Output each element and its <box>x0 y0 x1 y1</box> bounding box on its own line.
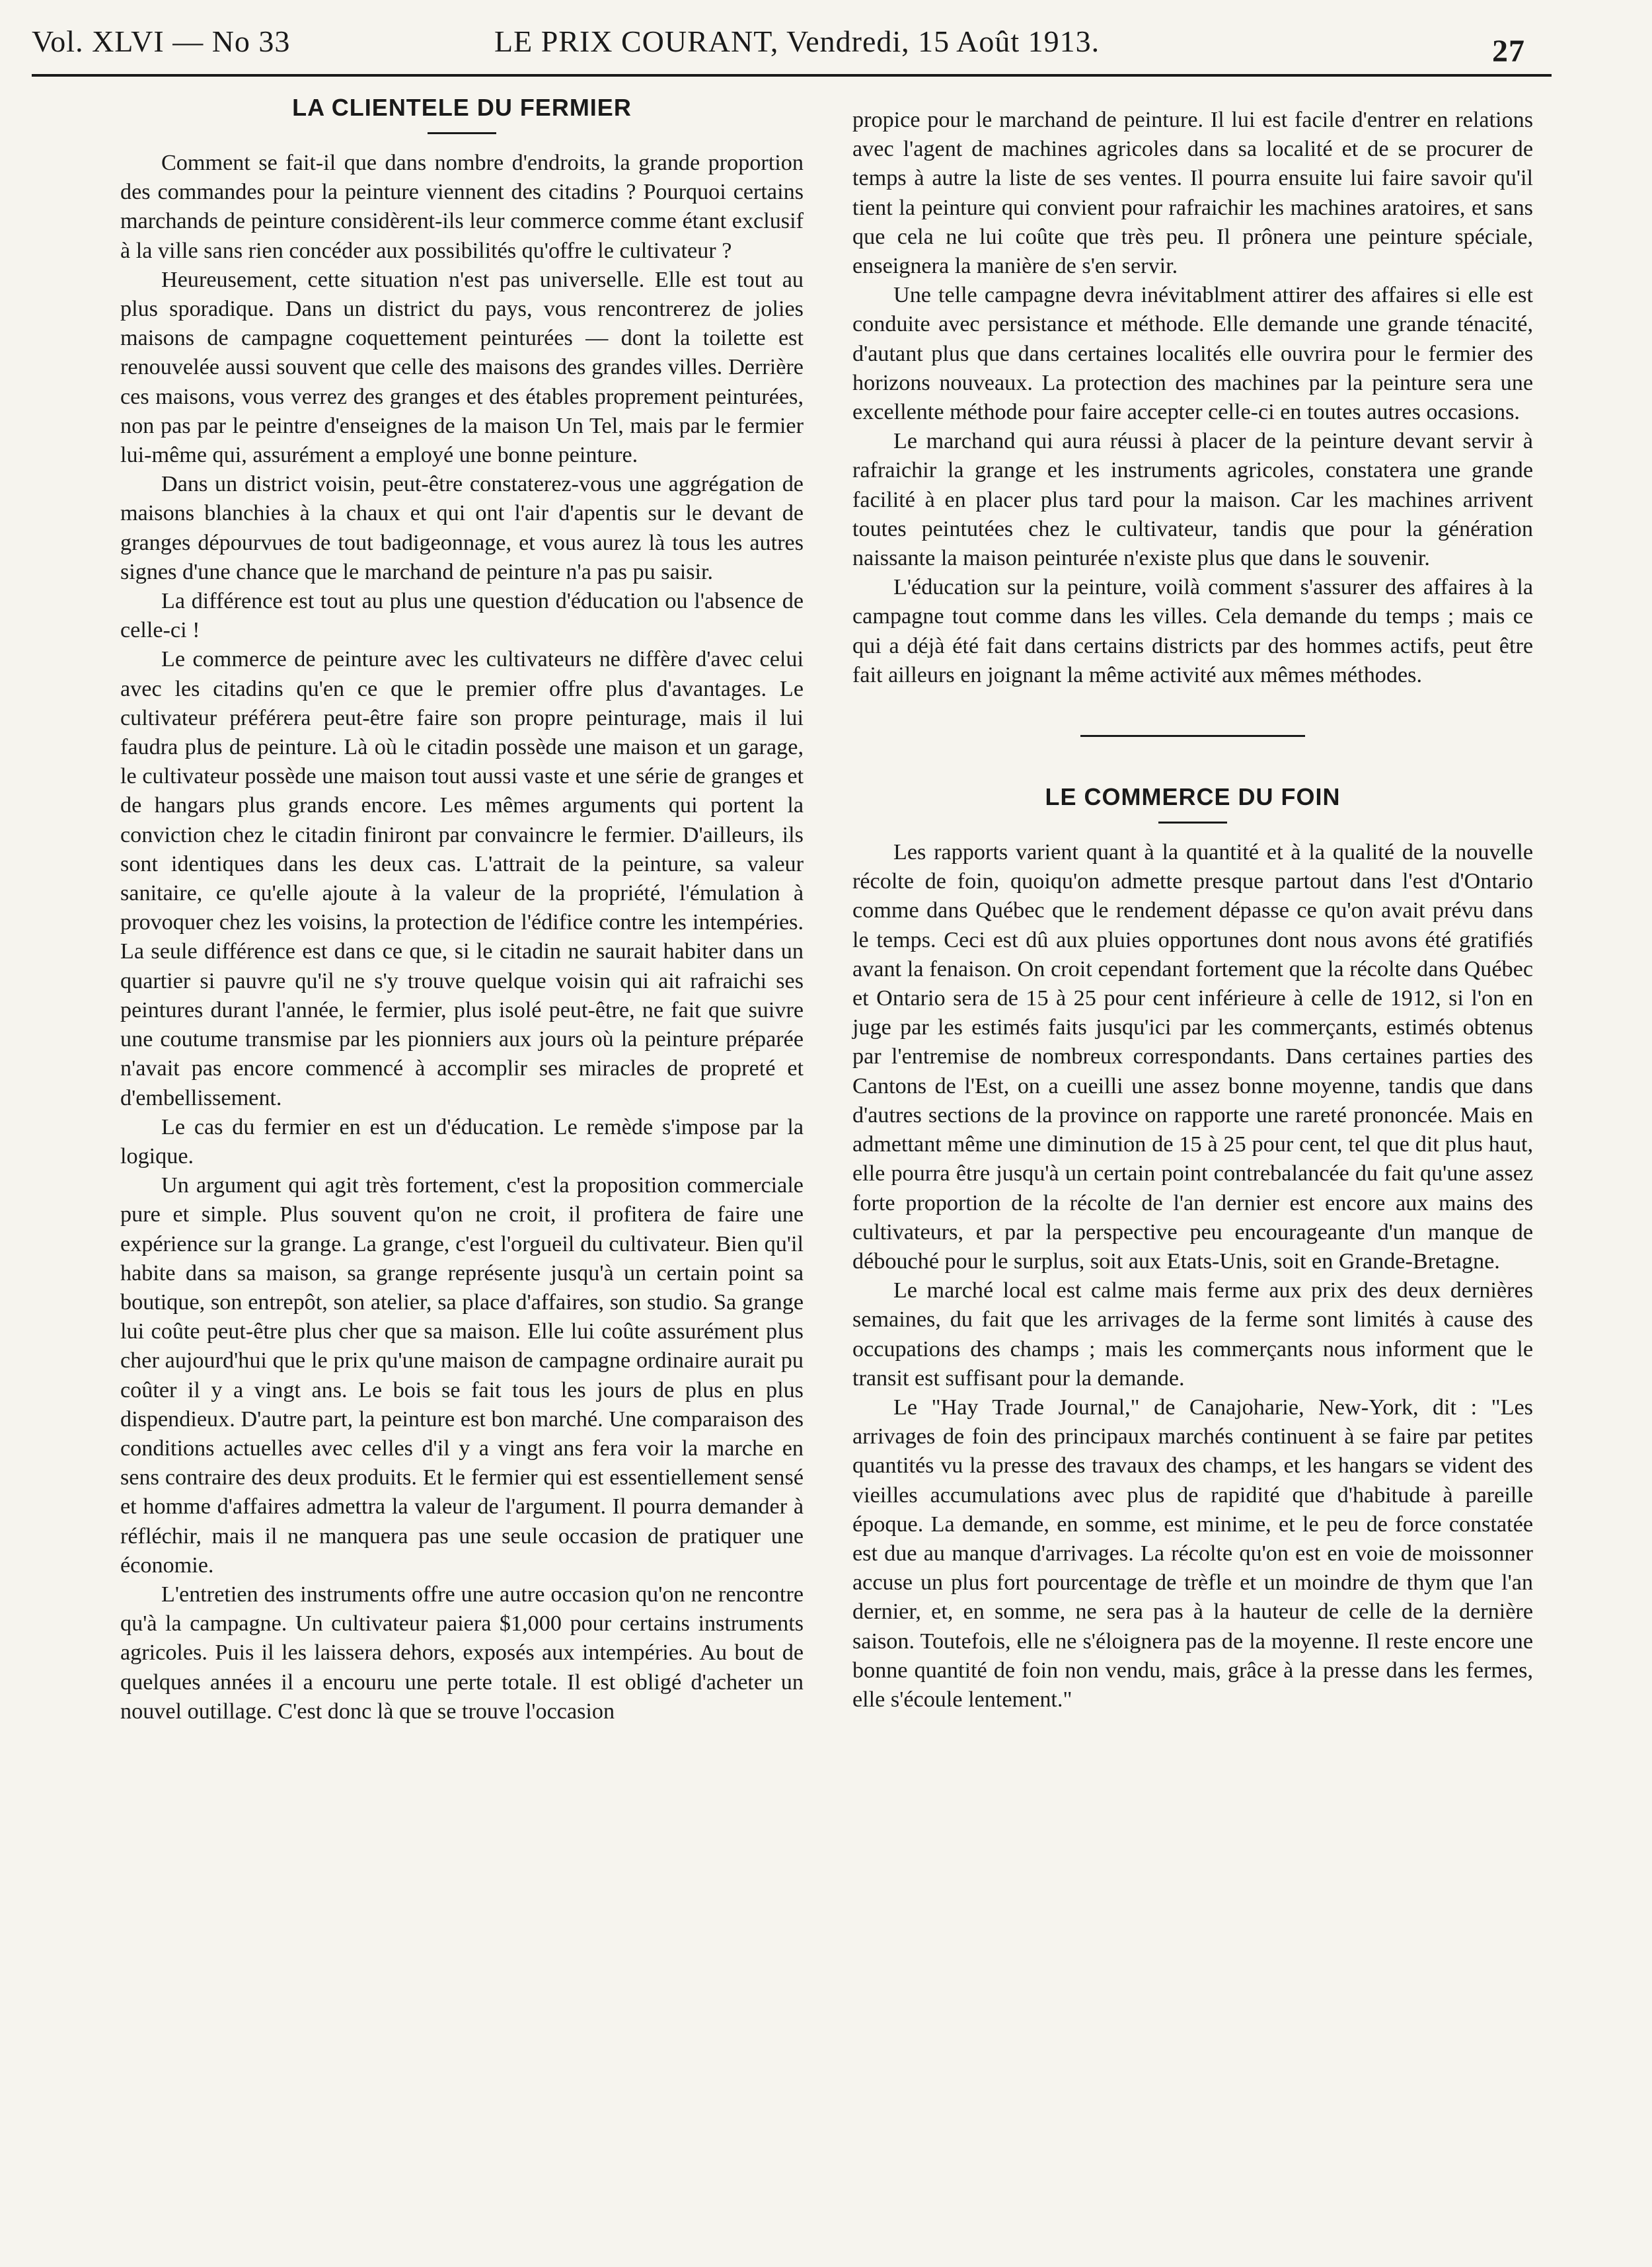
masthead: LE PRIX COURANT, Vendredi, 15 Août 1913. <box>494 24 1100 58</box>
paragraph: La différence est tout au plus une question d'éducation ou l'absence de celle-ci ! <box>120 589 804 643</box>
paragraph: Heureusement, cette situation n'est pas universelle. Elle est tout au plus sporadique. Dans un district du pays, vous rencontrerez de jolies maisons de campagne coquettement peinturées — dont la toilette est renouvelée aussi souvent que celle des maisons des grandes villes. Derrière ces maisons, vous verrez des granges et des étables proprement peinturées, non pas par le peintre d'enseignes de la maison Un Tel, mais par le fermier lui-même qui, assurément a employé une bonne peinture. <box>120 267 804 468</box>
title-underline <box>1158 822 1227 824</box>
paragraph: Le commerce de peinture avec les cultivateurs ne diffère d'avec celui avec les citadins qu'en ce que le premier offre plus d'avantages. Le cultivateur préférera peut-être faire son propre peinturage, mais il lui faudra plus de peinture. Là où le citadin possède une maison et un garage, le cultivateur possède une maison tout aussi vaste et une série de granges et de hangars plus grands encore. Les mêmes arguments qui portent la conviction chez le citadin finiront par convaincre le fermier. D'ailleurs, ils sont identiques dans les deux cas. L'attrait de la peinture, sa valeur sanitaire, ce qu'elle ajoute à la valeur de la propriété, l'émulation à provoquer chez les voisins, la protection de l'édifice contre les intempéries. La seule différence est dans ce que, si le citadin ne saurait habiter dans un quartier si pauvre qu'il ne s'y trouve quelque voisin qui ait rafraichi ses peintures durant l'année, le fermier, plus isolé peut-être, ne fait que suivre une coutume transmise par les pionniers aux jours où la peinture préparée n'avait pas encore commencé à accomplir ses miracles de propreté et d'embellissement. <box>120 647 804 1110</box>
paragraph: Les rapports varient quant à la quantité et à la qualité de la nouvelle récolte de foin, quoiqu'on admette presque partout dans l'est d'Ontario comme dans Québec que le rendement dépasse ce qu'on avait prévu dans le temps. Ceci est dû aux pluies opportunes dont nous avons été gratifiés avant la fenaison. On croit cependant fortement que la récolte dans Québec et Ontario sera de 15 à 25 pour cent inférieure à celle de 1912, si l'on en juge par les estimés faits jusqu'ici par les commerçants, estimés obtenus par l'entremise de nombreux correspondants. Dans certaines parties des Cantons de l'Est, on a cueilli une assez bonne moyenne, tandis que dans d'autres sections de la province on rapporte une rareté prononcée. Mais en admettant même une diminution de 15 à 25 pour cent, tel que dit plus haut, elle pourra être jusqu'à un certain point contrebalancée du fait qu'une assez forte proportion de la récolte de l'an dernier est encore aux mains des cultivateurs, et par la perspective peu encourageante d'un manque de débouché pour le surplus, soit aux Etats-Unis, soit en Grande-Bretagne. <box>852 840 1533 1274</box>
volume-number: Vol. XLVI — No 33 <box>32 24 291 58</box>
header-rule <box>32 74 1552 77</box>
paragraph: Un argument qui agit très fortement, c'est la proposition commerciale pure et simple. Plus souvent qu'on ne croit, il profitera de faire une expérience sur la grange. La grange, c'est l'orgueil du cultivateur. Bien qu'il habite dans sa maison, sa grange représente jusqu'à un certain point sa boutique, son entrepôt, son atelier, sa place d'affaires, son studio. Sa grange lui coûte peut-être plus cher que sa maison. Elle lui coûte assurément plus cher aujourd'hui que le prix qu'une maison de campagne ordinaire aurait pu coûter il y a vingt ans. Le bois se fait tous les jours de plus en plus dispendieux. D'autre part, la peinture est bon marché. Une comparaison des conditions actuelles avec celles d'il y a vingt ans fera voir la marche en sens contraire des deux produits. Et le fermier qui est essentiellement sensé et homme d'affaires admettra la valeur de l'argument. Il pourra demander à réfléchir, mais il ne manquera pas une seule occasion de pratiquer une économie. <box>120 1173 804 1578</box>
paragraph: Le marché local est calme mais ferme aux prix des deux dernières semaines, du fait que les arrivages de la ferme sont limités à cause des occupations des champs ; mais les commerçants nous informent que le transit est suffisant pour la demande. <box>852 1278 1533 1391</box>
paragraph: Le marchand qui aura réussi à placer de la peinture devant servir à rafraichir la grange et les instruments agricoles, constatera une grande facilité à en placer plus tard pour la maison. Car les machines arrivent toutes peintutées chez le cultivateur, tandis que pour la génération naissante la maison peinturée n'existe plus que dans le souvenir. <box>852 429 1533 571</box>
right-column <box>852 106 1533 1714</box>
paragraph: Une telle campagne devra inévitablment attirer des affaires si elle est conduite avec persistance et méthode. Elle demande une grande ténacité, d'autant plus que dans certaines localités elle ouvrira pour le fermier des horizons nouveaux. La protection des machines par la peinture sera une excellente méthode pour faire accepter celle-ci en toutes autres occasions. <box>852 283 1533 425</box>
left-column <box>120 93 804 1726</box>
article-title-clientele: LA CLIENTELE DU FERMIER <box>292 94 632 121</box>
title-underline <box>428 132 496 134</box>
page-header <box>32 19 1552 79</box>
paragraph-continuation: propice pour le marchand de peinture. Il lui est facile d'entrer en relations avec l'agent de machines agricoles dans sa localité et de se procurer de temps à autre la liste de ses ventes. Il pourra ensuite lui faire savoir qu'il tient la peinture qui convient pour rafraichir les machines aratoires, et sans que cela ne lui coûte que très peu. Il prônera une peinture spéciale, enseignera la manière de s'en servir. <box>852 108 1533 279</box>
section-divider <box>1080 735 1305 737</box>
paragraph: Comment se fait-il que dans nombre d'endroits, la grande proportion des commandes pour la peinture viennent des citadins ? Pourquoi certains marchands de peinture considèrent-ils leur commerce comme étant exclusif à la ville sans rien concéder aux possibilités qu'offre le cultivateur ? <box>120 151 804 263</box>
paragraph: Le "Hay Trade Journal," de Canajoharie, New-York, dit : "Les arrivages de foin des principaux marchés continuent à se faire par petites quantités vu la presse des travaux des champs, et les hangars se vident des vieilles accumulations avec plus de rapidité que d'habitude à pareille époque. La demande, en somme, est minime, et le peu de force constatée est due au manque d'arrivages. La récolte qu'on est en voie de moissonner accuse un plus fort pourcentage de trèfle et un moindre de thym que l'an dernier, et, en somme, ne sera pas à la hauteur de celle de la dernière saison. Toutefois, elle ne s'éloignera pas de la moyenne. Il reste encore une bonne quantité de foin non vendu, mais, grâce à la presse dans les fermes, elle s'écoule lentement." <box>852 1395 1533 1712</box>
article-title-foin: LE COMMERCE DU FOIN <box>1045 783 1341 811</box>
paragraph: Dans un district voisin, peut-être constaterez-vous une aggrégation de maisons blanchies à la chaux et qui ont l'air d'apentis sur le devant de granges dépourvues de tout badigeonnage, et vous aurez là tous les autres signes d'une chance que le marchand de peinture n'a pas pu saisir. <box>120 472 804 584</box>
paragraph: L'entretien des instruments offre une autre occasion qu'on ne rencontre qu'à la campagne. Un cultivateur paiera $1,000 pour certains instruments agricoles. Puis il les laissera dehors, exposés aux intempéries. Au bout de quelques années il a encouru une perte totale. Il est obligé d'acheter un nouvel outillage. C'est donc là que se trouve l'occasion <box>120 1582 804 1724</box>
paragraph: L'éducation sur la peinture, voilà comment s'assurer des affaires à la campagne tout comme dans les villes. Cela demande du temps ; mais ce qui a déjà été fait dans certains districts par des hommes actifs, peut être fait ailleurs en joignant la même activité aux mêmes méthodes. <box>852 575 1533 687</box>
paragraph: Le cas du fermier en est un d'éducation. Le remède s'impose par la logique. <box>120 1114 804 1169</box>
page-number: 27 <box>1492 34 1525 69</box>
